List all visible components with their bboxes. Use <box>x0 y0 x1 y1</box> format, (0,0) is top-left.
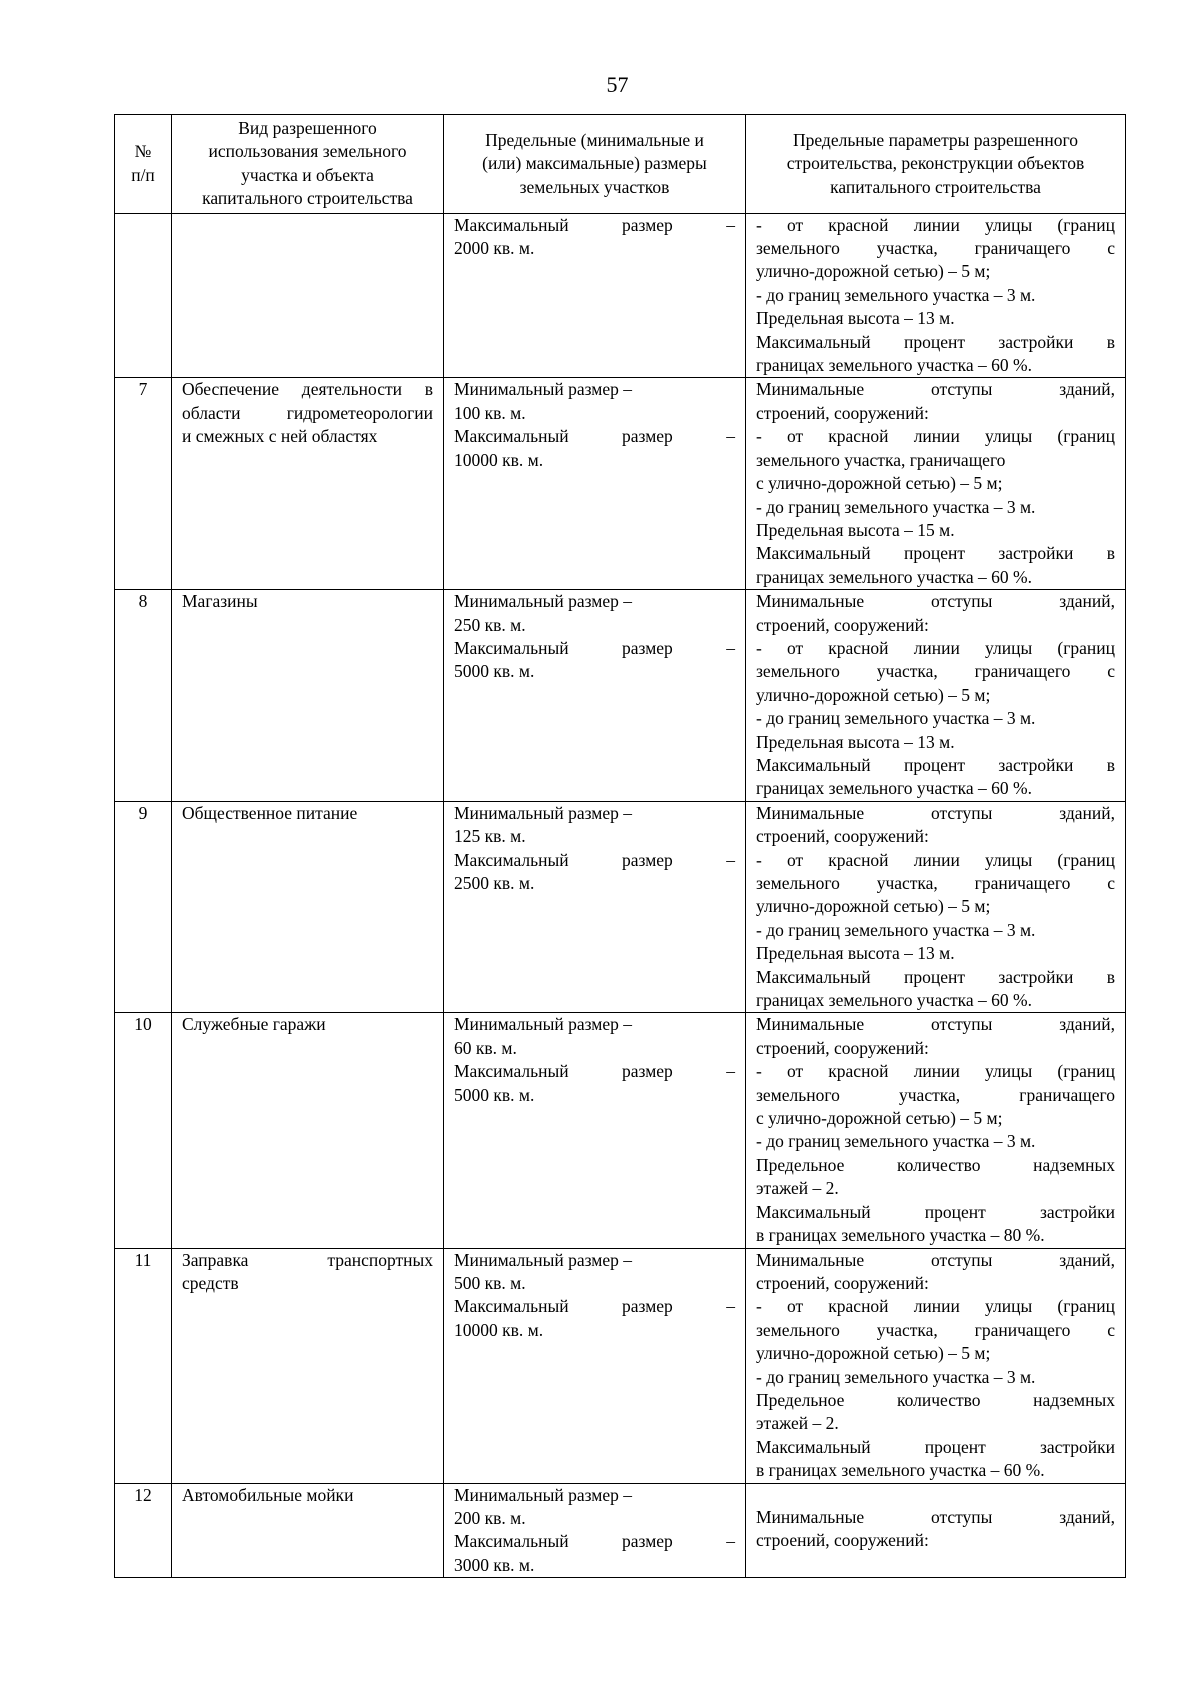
table-row <box>115 1013 1126 1248</box>
use-type-cell <box>172 213 444 378</box>
table-header-row <box>115 115 1126 214</box>
text-line: области гидрометеорологии <box>182 402 433 423</box>
construction-params-cell <box>746 1483 1126 1578</box>
use-type-cell <box>172 1483 444 1578</box>
header-line: п/п <box>131 164 155 185</box>
text-line: Максимальный размер – <box>454 849 735 870</box>
text-line: Предельная высота – 13 м. <box>756 943 955 964</box>
text-line: Минимальный размер – <box>454 379 633 400</box>
header-plot-size <box>444 115 746 214</box>
text-line: Минимальный размер – <box>454 1014 633 1035</box>
text-line: строений, сооружений: <box>756 1529 929 1550</box>
text-line: земельного участка, граничащего с <box>756 873 1115 893</box>
text-line: Максимальный размер – <box>454 1296 735 1317</box>
text-line: - до границ земельного участка – 3 м. <box>756 1131 1036 1152</box>
construction-params-cell <box>746 1248 1126 1483</box>
construction-params-cell <box>746 801 1126 1013</box>
text-line: 10000 кв. м. <box>454 1319 544 1340</box>
use-type-cell <box>172 801 444 1013</box>
text-line: Минимальные отступы зданий, <box>756 1506 1115 1527</box>
text-line: - до границ земельного участка – 3 м. <box>756 919 1036 940</box>
text-line: - от красной линии улицы (границ <box>756 214 1115 235</box>
construction-params-cell <box>746 213 1126 378</box>
text-line: земельного участка, граничащего с <box>756 661 1115 682</box>
text-line: Общественное питание <box>182 802 358 823</box>
text-line: с улично-дорожной сетью) – 5 м; <box>756 1108 1003 1129</box>
header-use-type <box>172 115 444 214</box>
header-line: земельных участков <box>519 176 670 197</box>
text-line: - от красной линии улицы (границ <box>756 849 1115 870</box>
plot-size-cell <box>444 1483 746 1578</box>
text-line: - до границ земельного участка – 3 м. <box>756 1366 1036 1387</box>
table-body <box>115 213 1126 1578</box>
plot-size-cell <box>444 801 746 1013</box>
text-line: улично-дорожной сетью) – 5 м; <box>756 684 991 705</box>
text-line: Максимальный процент застройки <box>756 1201 1115 1222</box>
text-line: строений, сооружений: <box>756 1037 929 1058</box>
header-line: использования земельного <box>208 141 407 162</box>
text-line: Максимальный процент застройки в <box>756 331 1115 352</box>
text-line: Предельная высота – 15 м. <box>756 519 955 540</box>
text-line: улично-дорожной сетью) – 5 м; <box>756 896 991 917</box>
text-line: Максимальный размер – <box>454 1531 735 1552</box>
text-line: 2000 кв. м. <box>454 238 535 259</box>
text-line: Автомобильные мойки <box>182 1484 354 1505</box>
text-line: земельного участка, граничащего с <box>756 1319 1115 1340</box>
text-line: улично-дорожной сетью) – 5 м; <box>756 261 991 282</box>
row-number-cell: 12 <box>115 1483 172 1578</box>
construction-params-cell <box>746 378 1126 590</box>
text-line: 10000 кв. м. <box>454 449 544 470</box>
table-row <box>115 378 1126 590</box>
plot-size-cell <box>444 1013 746 1248</box>
text-line: средств <box>182 1272 239 1293</box>
text-line: границах земельного участка – 60 %. <box>756 990 1032 1011</box>
text-line: границах земельного участка – 60 %. <box>756 566 1032 587</box>
text-line: с улично-дорожной сетью) – 5 м; <box>756 473 1003 494</box>
use-type-cell <box>172 590 444 802</box>
text-line: 100 кв. м. <box>454 402 526 423</box>
text-line: - от красной линии улицы (границ <box>756 637 1115 658</box>
text-line: Максимальный процент застройки в <box>756 543 1115 564</box>
text-line: Минимальный размер – <box>454 1249 633 1270</box>
text-line: - до границ земельного участка – 3 м. <box>756 496 1036 517</box>
text-line: в границах земельного участка – 80 %. <box>756 1225 1045 1246</box>
text-line: 3000 кв. м. <box>454 1554 535 1575</box>
construction-params-cell <box>746 590 1126 802</box>
text-line: Предельная высота – 13 м. <box>756 308 955 329</box>
plot-size-cell <box>444 213 746 378</box>
table-row <box>115 1483 1126 1578</box>
plot-size-cell <box>444 1248 746 1483</box>
header-line: Предельные параметры разрешенного <box>793 129 1078 150</box>
header-line: Вид разрешенного <box>238 118 377 138</box>
text-line: - от красной линии улицы (границ <box>756 426 1115 447</box>
text-line: - от красной линии улицы (границ <box>756 1296 1115 1317</box>
header-line: капитального строительства <box>202 188 413 209</box>
text-line: Заправка транспортных <box>182 1249 433 1270</box>
text-line: 5000 кв. м. <box>454 1084 535 1105</box>
text-line: 60 кв. м. <box>454 1037 517 1058</box>
table-row <box>115 1248 1126 1483</box>
header-number <box>115 115 172 214</box>
use-type-cell <box>172 1013 444 1248</box>
header-line: капитального строительства <box>830 176 1041 197</box>
table-row <box>115 590 1126 802</box>
text-line: строений, сооружений: <box>756 614 929 635</box>
text-line: - от красной линии улицы (границ <box>756 1061 1115 1082</box>
header-line: (или) максимальные) размеры <box>482 153 707 174</box>
text-line: Минимальные отступы зданий, <box>756 379 1115 400</box>
text-line: этажей – 2. <box>756 1413 839 1434</box>
text-line: земельного участка, граничащего с <box>756 238 1115 259</box>
text-line: Минимальные отступы зданий, <box>756 802 1115 823</box>
plot-size-cell <box>444 590 746 802</box>
row-number-cell: 9 <box>115 801 172 1013</box>
text-line: Максимальный размер – <box>454 1061 735 1082</box>
text-line: Служебные гаражи <box>182 1014 326 1035</box>
plot-size-cell <box>444 378 746 590</box>
text-line: Минимальный размер – <box>454 802 633 823</box>
text-line: Максимальный процент застройки <box>756 1436 1115 1457</box>
text-line: границах земельного участка – 60 %. <box>756 778 1032 799</box>
text-line: Минимальные отступы зданий, <box>756 1014 1115 1035</box>
table-row <box>115 213 1126 378</box>
text-line: улично-дорожной сетью) – 5 м; <box>756 1343 991 1364</box>
text-line: Обеспечение деятельности в <box>182 379 433 400</box>
text-line: в границах земельного участка – 60 %. <box>756 1460 1045 1481</box>
text-line: Минимальные отступы зданий, <box>756 591 1115 612</box>
text-line: Магазины <box>182 591 258 612</box>
header-line: Предельные (минимальные и <box>485 129 704 150</box>
text-line: Максимальный процент застройки в <box>756 754 1115 775</box>
text-line: 500 кв. м. <box>454 1272 526 1293</box>
header-line: участка и объекта <box>241 164 374 185</box>
row-number-cell: 8 <box>115 590 172 802</box>
text-line: 200 кв. м. <box>454 1507 526 1528</box>
row-number-cell: 11 <box>115 1248 172 1483</box>
use-type-cell <box>172 1248 444 1483</box>
text-line: Предельное количество надземных <box>756 1154 1115 1175</box>
row-number-cell: 7 <box>115 378 172 590</box>
page-number: 57 <box>606 72 629 97</box>
text-line: 5000 кв. м. <box>454 661 535 682</box>
table-row <box>115 801 1126 1013</box>
text-line: Минимальные отступы зданий, <box>756 1249 1115 1270</box>
use-type-cell <box>172 378 444 590</box>
text-line: 125 кв. м. <box>454 826 526 847</box>
land-use-table <box>114 114 1126 1578</box>
text-line: земельного участка, граничащего <box>756 1084 1115 1105</box>
row-number-cell: 10 <box>115 1013 172 1248</box>
text-line: Предельное количество надземных <box>756 1389 1115 1410</box>
header-line: строительства, реконструкции объектов <box>786 153 1085 174</box>
text-line: Минимальный размер – <box>454 591 633 612</box>
text-line: Максимальный процент застройки в <box>756 966 1115 987</box>
text-line: Предельная высота – 13 м. <box>756 731 955 752</box>
text-line: Максимальный размер – <box>454 637 735 658</box>
text-line: - до границ земельного участка – 3 м. <box>756 708 1036 729</box>
header-line: № <box>134 141 152 162</box>
header-construction-params <box>746 115 1126 214</box>
row-number-cell <box>115 213 172 378</box>
text-line: Максимальный размер – <box>454 426 735 447</box>
text-line: Максимальный размер – <box>454 214 735 235</box>
text-line: границах земельного участка – 60 %. <box>756 355 1032 376</box>
text-line: и смежных с ней областях <box>182 426 378 447</box>
construction-params-cell <box>746 1013 1126 1248</box>
text-line: 250 кв. м. <box>454 614 526 635</box>
text-line: Минимальный размер – <box>454 1484 633 1505</box>
text-line: строений, сооружений: <box>756 1272 929 1293</box>
text-line: 2500 кв. м. <box>454 873 535 893</box>
text-line: земельного участка, граничащего <box>756 449 1006 470</box>
text-line: строений, сооружений: <box>756 402 929 423</box>
text-line: - до границ земельного участка – 3 м. <box>756 284 1036 305</box>
text-line: строений, сооружений: <box>756 826 929 847</box>
text-line: этажей – 2. <box>756 1178 839 1199</box>
